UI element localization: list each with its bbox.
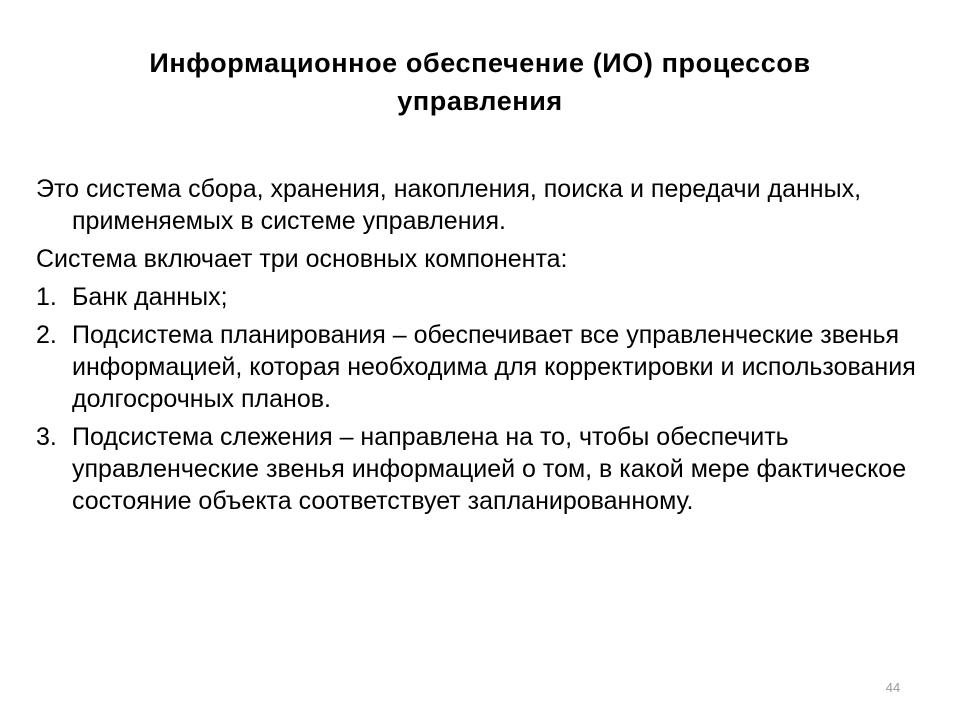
list-item-text: Банк данных;: [72, 283, 228, 311]
list-item-text: Подсистема планирования – обеспечивает все управленческие звенья информацией, которая необходима для корректировки и использования долгосрочных планов.: [72, 321, 916, 413]
slide-title-line-2: управления: [397, 86, 563, 116]
list-item-number: 1.: [36, 283, 57, 311]
list-item-number: 2.: [36, 321, 57, 349]
slide-title: [40, 44, 920, 120]
page-number: 44: [885, 680, 901, 695]
slide-title-line-1: Информационное обеспечение (ИО) процессов: [149, 48, 811, 78]
definition-paragraph: Это система сбора, хранения, накопления, поиска и передачи данных, применяемых в системе управления.: [36, 175, 862, 235]
components-intro: Система включает три основных компонента:: [36, 245, 568, 273]
list-item-monitoring: [36, 421, 926, 517]
list-item-planning: [36, 319, 926, 415]
slide-body: [36, 173, 926, 523]
list-item-bank: [36, 281, 926, 313]
list-item-number: 3.: [36, 423, 57, 451]
list-item-text: Подсистема слежения – направлена на то, чтобы обеспечить управленческие звенья информацией о том, в какой мере фактическое состояние объекта соответствует запланированному.: [72, 423, 907, 515]
